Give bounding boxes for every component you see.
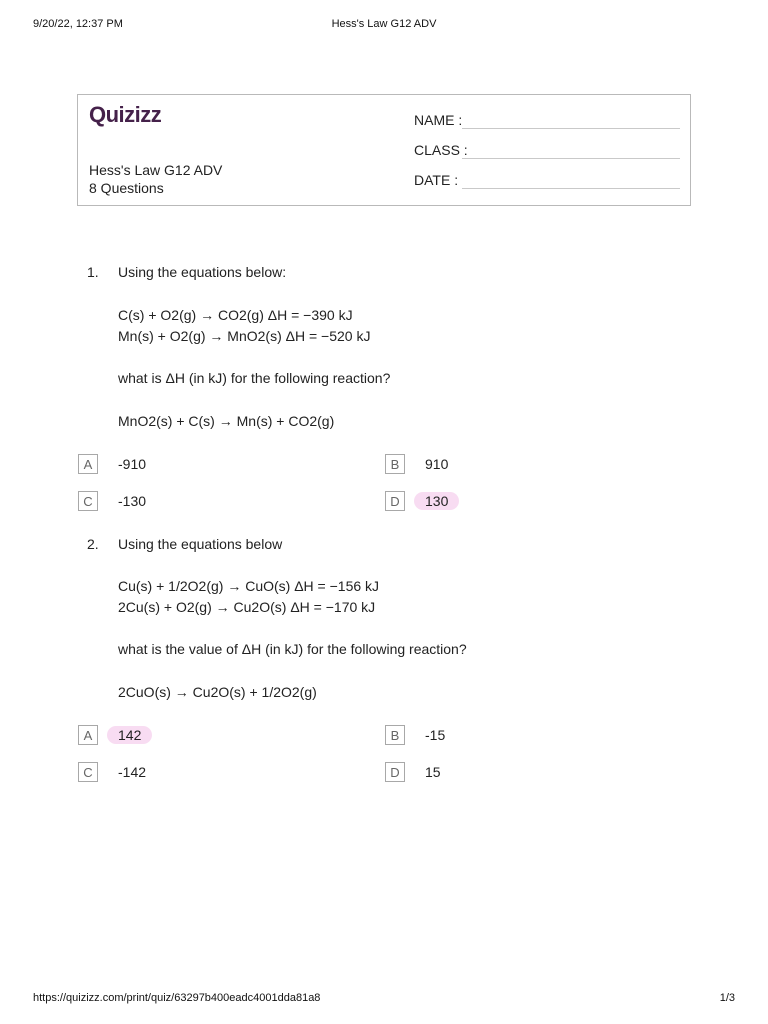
option-letter-d: D bbox=[385, 491, 405, 511]
print-url: https://quizizz.com/print/quiz/63297b400eadc4001dda81a8 bbox=[33, 992, 321, 1004]
quiz-header-box bbox=[77, 94, 691, 206]
question-prompt: Using the equations below: bbox=[118, 264, 287, 280]
option-letter-b: B bbox=[385, 725, 405, 745]
name-label: NAME : bbox=[414, 112, 463, 128]
class-label: CLASS : bbox=[414, 142, 468, 158]
option-letter-a: A bbox=[78, 454, 98, 474]
question-prompt: Using the equations below bbox=[118, 536, 283, 552]
question-text: what is ΔH (in kJ) for the following reaction? bbox=[118, 370, 391, 386]
equation-line: Mn(s) + O2(g) → MnO2(s) ΔH = −520 kJ bbox=[118, 328, 371, 344]
equation-line: Cu(s) + 1/2O2(g) → CuO(s) ΔH = −156 kJ bbox=[118, 578, 380, 594]
option-value-c: -130 bbox=[118, 493, 147, 509]
question-count: 8 Questions bbox=[89, 180, 164, 196]
option-letter-c: C bbox=[78, 491, 98, 511]
svg-text:Quizizz: Quizizz bbox=[89, 102, 162, 127]
name-line bbox=[462, 128, 680, 129]
option-value-b: -15 bbox=[425, 727, 446, 743]
quizizz-logo bbox=[89, 101, 169, 129]
question-number: 2. bbox=[87, 536, 99, 552]
option-letter-b: B bbox=[385, 454, 405, 474]
option-letter-d: D bbox=[385, 762, 405, 782]
question-text: what is the value of ΔH (in kJ) for the following reaction? bbox=[118, 641, 467, 657]
print-page-title: Hess's Law G12 ADV bbox=[331, 18, 437, 30]
equation-line: 2Cu(s) + O2(g) → Cu2O(s) ΔH = −170 kJ bbox=[118, 599, 376, 615]
option-value-d: 15 bbox=[425, 764, 441, 780]
question-number: 1. bbox=[87, 264, 99, 280]
date-label: DATE : bbox=[414, 172, 459, 188]
print-page-number: 1/3 bbox=[719, 992, 735, 1004]
reaction-equation: 2CuO(s) → Cu2O(s) + 1/2O2(g) bbox=[118, 684, 317, 700]
date-line bbox=[462, 188, 680, 189]
equation-line: C(s) + O2(g) → CO2(g) ΔH = −390 kJ bbox=[118, 307, 353, 323]
option-value-d-correct: 130 bbox=[414, 492, 459, 510]
option-value-a-correct: 142 bbox=[107, 726, 152, 744]
option-value-a: -910 bbox=[118, 456, 147, 472]
option-value-c: -142 bbox=[118, 764, 147, 780]
option-value-b: 910 bbox=[425, 456, 449, 472]
option-letter-c: C bbox=[78, 762, 98, 782]
option-letter-a: A bbox=[78, 725, 98, 745]
reaction-equation: MnO2(s) + C(s) → Mn(s) + CO2(g) bbox=[118, 413, 335, 429]
print-datetime: 9/20/22, 12:37 PM bbox=[33, 18, 123, 30]
class-line bbox=[462, 158, 680, 159]
quiz-title: Hess's Law G12 ADV bbox=[89, 162, 223, 178]
